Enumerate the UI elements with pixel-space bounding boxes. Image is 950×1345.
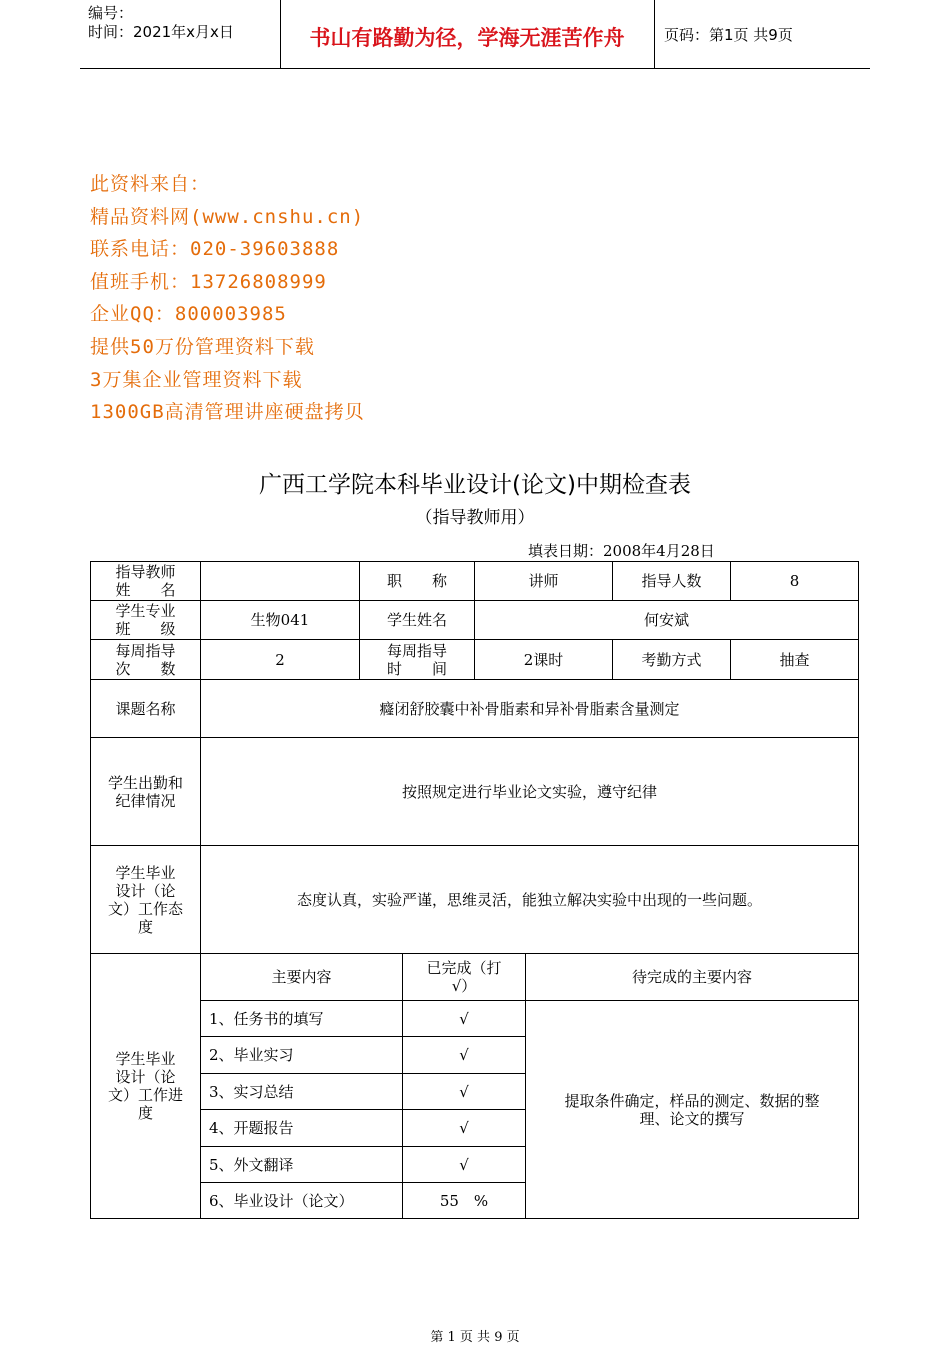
table-row [91,738,859,846]
midterm-check-form [90,561,859,954]
weekly-hours-value: 2课时 [475,640,613,680]
progress-item: 1、任务书的填写 [201,1001,403,1037]
promo-block [90,168,365,429]
attendance-method-label: 考勤方式 [613,640,731,680]
topic-label: 课题名称 [91,680,201,738]
student-count-label: 指导人数 [613,562,731,601]
major-value: 生物041 [201,601,360,640]
progress-done: √ [403,1001,526,1037]
document-subtitle: （指导教师用） [415,508,535,528]
major-label: 学生专业 班 级 [91,601,201,640]
table-row [91,562,859,601]
promo-line: 联系电话：020-39603888 [90,238,340,261]
todo-content: 提取条件确定，样品的测定、数据的整 理、论文的撰写 [526,1001,859,1219]
discipline-label: 学生出勤和 纪律情况 [91,738,201,846]
header-motto: 书山有路勤为径，学海无涯苦作舟 [309,26,625,50]
weekly-hours-label: 每周指导 时 间 [360,640,475,680]
promo-line: 3万集企业管理资料下载 [90,368,303,391]
student-count-value: 8 [731,562,859,601]
teacher-name-value [201,562,360,601]
progress-done: √ [403,1147,526,1183]
document-title: 广西工学院本科毕业设计(论文)中期检查表 [259,472,691,498]
progress-item: 4、开题报告 [201,1110,403,1147]
col-header-todo: 待完成的主要内容 [526,954,859,1001]
student-name-label: 学生姓名 [360,601,475,640]
progress-done: √ [403,1074,526,1110]
col-header-done: 已完成（打 √） [403,954,526,1001]
teacher-name-label: 指导教师 姓 名 [91,562,201,601]
attendance-method-value: 抽查 [731,640,859,680]
attitude-label: 学生毕业 设计（论 文）工作态 度 [91,846,201,954]
promo-line: 此资料来自： [90,173,211,195]
progress-item: 3、实习总结 [201,1074,403,1110]
header-page-number: 页码：第1页 共9页 [664,26,793,44]
table-row [91,680,859,738]
col-header-main: 主要内容 [201,954,403,1001]
page-footer: 第 1 页 共 9 页 [430,1330,520,1345]
promo-line: 企业QQ：800003985 [90,303,287,326]
page-header [80,0,870,69]
time-label: 时间：2021年x月x日 [88,23,234,41]
progress-done: 55 % [403,1183,526,1219]
promo-line: 提供50万份管理资料下载 [90,335,315,358]
promo-line: 精品资料网(www.cnshu.cn) [90,205,365,228]
topic-value: 癃闭舒胶囊中补骨脂素和异补骨脂素含量测定 [201,680,859,738]
title-label: 职 称 [360,562,475,601]
title-value: 讲师 [475,562,613,601]
promo-line: 值班手机：13726808999 [90,270,327,293]
weekly-times-label: 每周指导 次 数 [91,640,201,680]
table-row [91,640,859,680]
progress-done: √ [403,1037,526,1074]
table-row [91,1001,859,1037]
progress-item: 2、毕业实习 [201,1037,403,1074]
header-meta [88,4,234,42]
attitude-value: 态度认真，实验严谨，思维灵活，能独立解决实验中出现的一些问题。 [201,846,859,954]
number-label: 编号： [88,4,134,22]
discipline-value: 按照规定进行毕业论文实验，遵守纪律 [201,738,859,846]
table-row [91,846,859,954]
progress-item: 5、外文翻译 [201,1147,403,1183]
fill-date: 填表日期：2008年4月28日 [528,542,715,560]
progress-label: 学生毕业 设计（论 文）工作进 度 [91,954,201,1219]
weekly-times-value: 2 [201,640,360,680]
progress-table [90,953,859,1219]
promo-line: 1300GB高清管理讲座硬盘拷贝 [90,401,365,424]
table-row [91,601,859,640]
progress-done: √ [403,1110,526,1147]
table-row [91,954,859,1001]
progress-item: 6、毕业设计（论文） [201,1183,403,1219]
student-name-value: 何安斌 [475,601,859,640]
header-divider [654,0,655,68]
